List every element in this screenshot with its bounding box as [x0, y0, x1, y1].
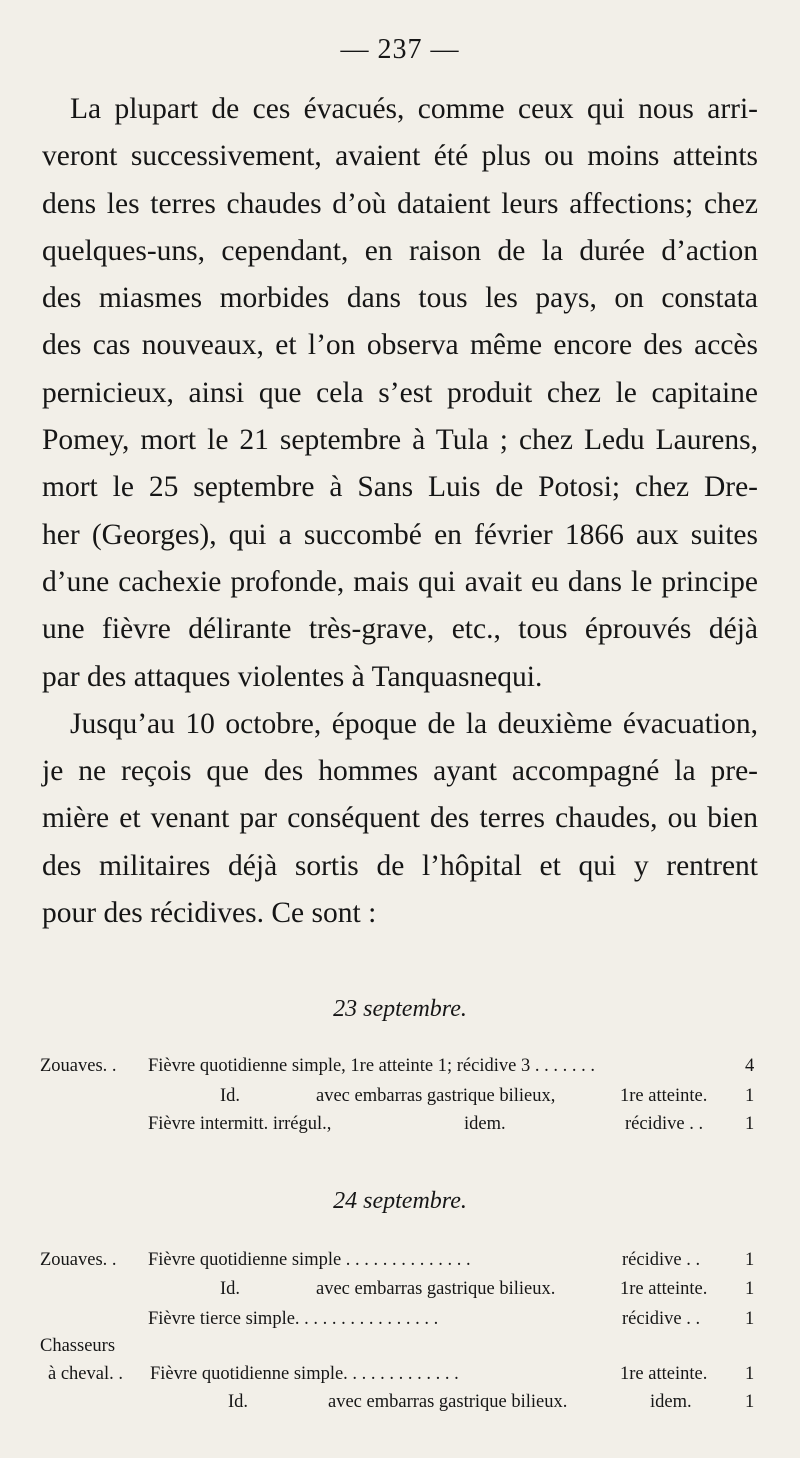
- text-line: Pomey, mort le 21 septembre à Tula ; chez Ledu Laurens,: [42, 424, 758, 457]
- row-description: Id.: [228, 1392, 249, 1412]
- text-line: La plupart de ces évacués, comme ceux qui nous arri-: [70, 93, 758, 125]
- row-status: récidive . .: [625, 1114, 704, 1134]
- page-number: — 237 —: [340, 34, 460, 65]
- text-line: Jusqu’au 10 octobre, époque de la deuxième évacuation,: [70, 707, 758, 740]
- row-description-detail: avec embarras gastrique bilieux.: [328, 1392, 568, 1412]
- text-line: des militaires déjà sortis de l’hôpital et qui y rentrent: [42, 849, 758, 882]
- row-count: 1: [745, 1086, 755, 1106]
- table-row: [40, 1364, 760, 1394]
- text-line: par des attaques violentes à Tanquasnequi.: [42, 660, 543, 693]
- row-description: Fièvre quotidienne simple. . . . . . . . . . . . .: [150, 1364, 459, 1384]
- text-line: her (Georges), qui a succombé en février 1866 aux suites: [42, 518, 758, 551]
- text-line: des cas nouveaux, et l’on observa même encore des accès: [42, 329, 758, 362]
- row-count: 1: [745, 1279, 755, 1299]
- table-row: [40, 1279, 760, 1309]
- row-corps: Chasseurs: [40, 1336, 116, 1356]
- text-line: quelques-uns, cependant, en raison de la durée d’action: [42, 234, 758, 267]
- row-status: 1re atteinte.: [620, 1279, 708, 1299]
- table-row: [40, 1309, 760, 1339]
- section-date-heading: 23 septembre.: [333, 996, 467, 1022]
- body-text: [42, 86, 758, 937]
- row-count: 1: [745, 1364, 755, 1384]
- row-count: 1: [745, 1309, 755, 1329]
- text-line: dens les terres chaudes d’où dataient leurs affections; chez: [42, 187, 758, 220]
- text-line: des miasmes morbides dans tous les pays, on constata: [42, 282, 758, 315]
- row-description-detail: avec embarras gastrique bilieux.: [316, 1279, 556, 1299]
- table-row: [40, 1392, 760, 1422]
- text-line: d’une cachexie profonde, mais qui avait eu dans le principe: [42, 565, 758, 598]
- row-count: 1: [745, 1250, 755, 1270]
- row-status: 1re atteinte.: [620, 1364, 708, 1384]
- row-description: Id.: [220, 1279, 241, 1299]
- row-corps: à cheval. .: [48, 1364, 123, 1384]
- table-row: [40, 1114, 760, 1144]
- row-corps: Zouaves. .: [40, 1250, 117, 1270]
- table-row: [40, 1056, 760, 1086]
- text-line: pernicieux, ainsi que cela s’est produit chez le capitaine: [42, 376, 758, 409]
- table-row: [40, 1086, 760, 1116]
- row-status: idem.: [650, 1392, 692, 1412]
- row-status: 1re atteinte.: [620, 1086, 708, 1106]
- text-line: veront successivement, avaient été plus ou moins atteints: [42, 140, 758, 173]
- row-description: Fièvre tierce simple. . . . . . . . . . . . . . . .: [148, 1309, 439, 1329]
- text-line: mort le 25 septembre à Sans Luis de Potosi; chez Dre-: [42, 471, 758, 504]
- text-line: pour des récidives. Ce sont :: [42, 897, 377, 930]
- row-description: Fièvre quotidienne simple, 1re atteinte 1; récidive 3 . . . . . . .: [148, 1056, 595, 1076]
- row-status: récidive . .: [622, 1309, 701, 1329]
- row-count: 1: [745, 1392, 755, 1412]
- row-description-detail: avec embarras gastrique bilieux,: [316, 1086, 556, 1106]
- text-line: je ne reçois que des hommes ayant accompagné la pre-: [42, 755, 758, 788]
- row-description-detail: idem.: [464, 1114, 506, 1134]
- row-description: Fièvre intermitt. irrégul.,: [148, 1114, 332, 1134]
- text-line: mière et venant par conséquent des terres chaudes, ou bien: [42, 802, 758, 835]
- text-line: une fièvre délirante très-grave, etc., tous éprouvés déjà: [42, 613, 758, 646]
- row-count: 4: [745, 1056, 755, 1076]
- row-count: 1: [745, 1114, 755, 1134]
- table-row: [40, 1336, 760, 1366]
- row-description: Id.: [220, 1086, 241, 1106]
- row-description: Fièvre quotidienne simple . . . . . . . . . . . . . .: [148, 1250, 471, 1270]
- row-status: récidive . .: [622, 1250, 701, 1270]
- row-corps: Zouaves. .: [40, 1056, 117, 1076]
- table-row: [40, 1250, 760, 1280]
- section-date-heading: 24 septembre.: [333, 1188, 467, 1214]
